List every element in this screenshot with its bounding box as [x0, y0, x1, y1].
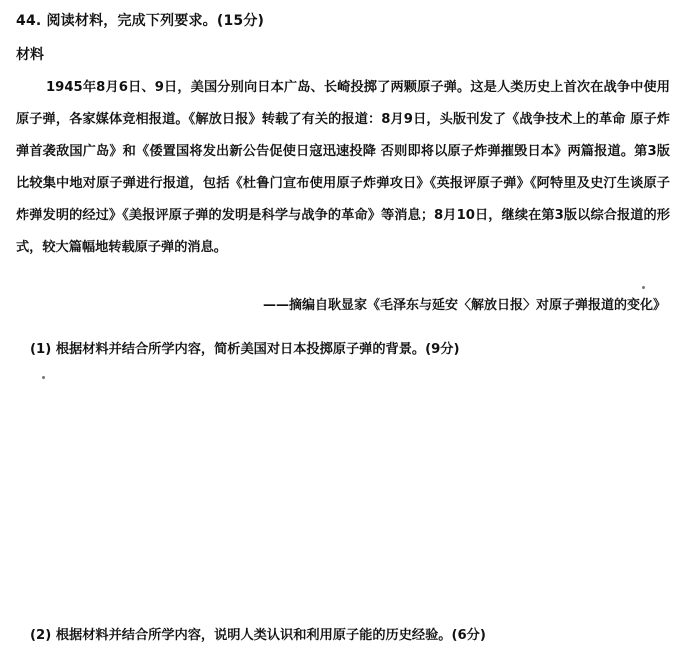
question-header: 44. 阅读材料，完成下列要求。(15分)	[16, 13, 265, 29]
material-source: ——摘编自耿显家《毛泽东与延安〈解放日报〉对原子弹报道的变化》	[262, 298, 666, 313]
material-label: 材料	[16, 47, 44, 63]
paper-speck	[42, 376, 45, 379]
sub-question-2: (2) 根据材料并结合所学内容，说明人类认识和利用原子能的历史经验。(6分)	[30, 628, 486, 643]
sub-question-1: (1) 根据材料并结合所学内容，简析美国对日本投掷原子弹的背景。(9分)	[30, 342, 460, 357]
paper-speck	[642, 286, 645, 289]
answer-space	[30, 366, 662, 606]
material-paragraph: 1945年8月6日、9日，美国分别向日本广岛、长崎投掷了两颗原子弹。这是人类历史上首次在战争中使用原子弹，各家媒体竞相报道。《解放日报》转载了有关的报道：8月9日，头版刊发了《战争技术上的革命 原子炸弹首袭敌国广岛》和《倭置国将发出新公告促使日寇迅速投降 否则即将以原子炸弹摧毁日本》两篇报道。第3版比较集中地对原子弹进行报道，包括《杜鲁门宣布使用原子炸弹攻日》《英报评原子弹》《阿特里及史汀生谈原子炸弹发明的经过》《美报评原子弹的发明是科学与战争的革命》等消息；8月10日，继续在第3版以综合报道的形式，较大篇幅地转载原子弹的消息。	[16, 80, 670, 255]
